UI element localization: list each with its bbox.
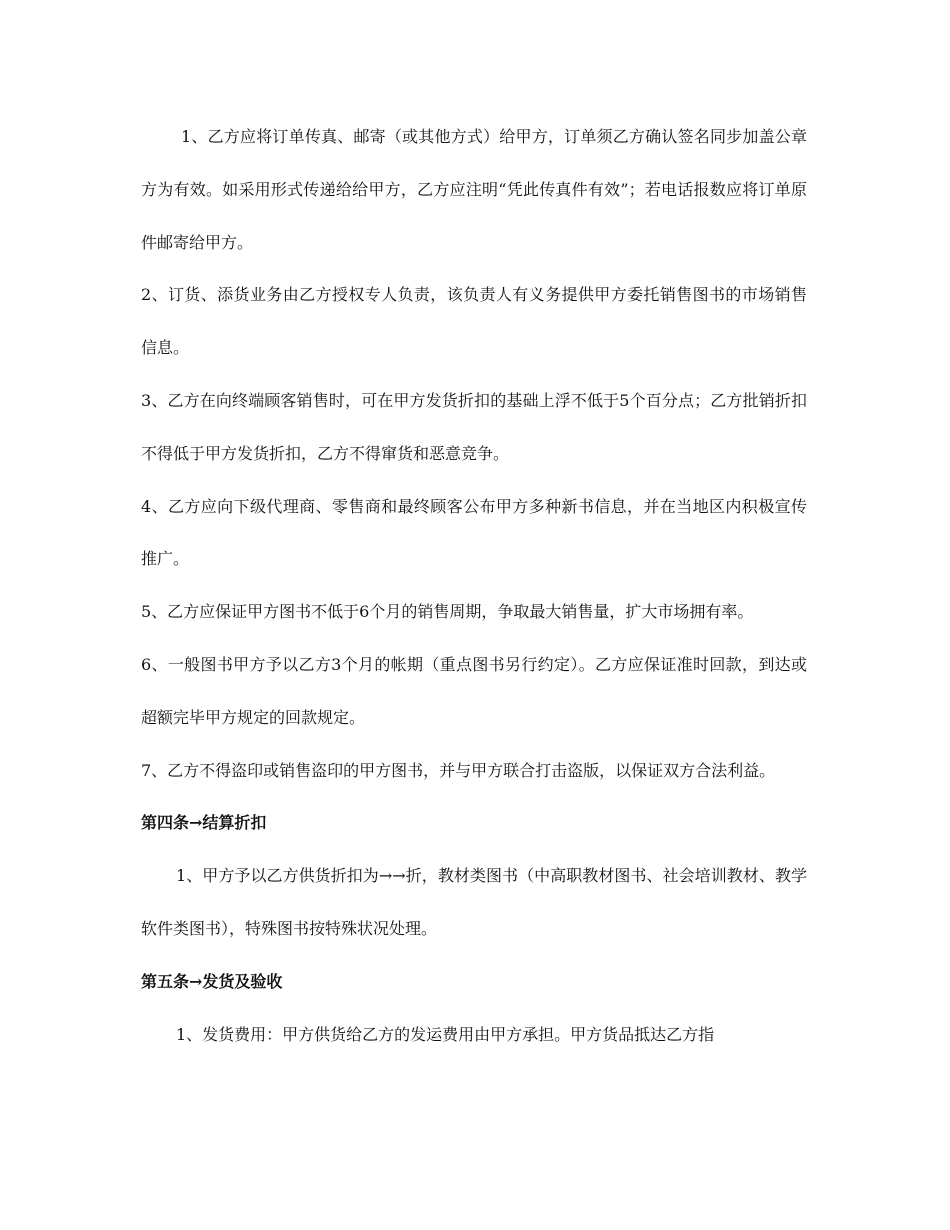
clause-paragraph-delivery-1: 1、发货费用：甲方供货给乙方的发运费用由甲方承担。甲方货品抵达乙方指 <box>176 1024 715 1044</box>
clause-paragraph-1: 1、乙方应将订单传真、邮寄（或其他方式）给甲方，订单须乙方确认签名同步加盖公章方为有效。如采用形式传递给给甲方，乙方应注明“凭此传真件有效”；若电话报数应将订单原件邮寄给甲方。 <box>141 127 807 252</box>
clause-paragraph-5: 5、乙方应保证甲方图书不低于6个月的销售周期，争取最大销售量，扩大市场拥有率。 <box>141 602 754 622</box>
section-heading-article-5: 第五条→发货及验收 <box>141 971 283 991</box>
clause-paragraph-4: 4、乙方应向下级代理商、零售商和最终顾客公布甲方多种新书信息，并在当地区内积极宣传推广。 <box>141 496 807 569</box>
section-heading-article-4: 第四条→结算折扣 <box>141 813 267 833</box>
clause-paragraph-3: 3、乙方在向终端顾客销售时，可在甲方发货折扣的基础上浮不低于5个百分点；乙方批销折扣不得低于甲方发货折扣，乙方不得窜货和恶意竞争。 <box>141 390 807 463</box>
clause-paragraph-7: 7、乙方不得盗印或销售盗印的甲方图书，并与甲方联合打击盗版，以保证双方合法利益。 <box>141 760 776 780</box>
clause-paragraph-2: 2、订货、添货业务由乙方授权专人负责，该负责人有义务提供甲方委托销售图书的市场销售信息。 <box>141 285 807 358</box>
document-body <box>141 111 807 1061</box>
clause-paragraph-settlement-1: 1、甲方予以乙方供货折扣为→→折，教材类图书（中高职教材图书、社会培训教材、教学软件类图书），特殊图书按特殊状况处理。 <box>141 866 807 938</box>
clause-paragraph-6: 6、一般图书甲方予以乙方3个月的帐期（重点图书另行约定）。乙方应保证准时回款，到达或超额完毕甲方规定的回款规定。 <box>141 654 807 727</box>
